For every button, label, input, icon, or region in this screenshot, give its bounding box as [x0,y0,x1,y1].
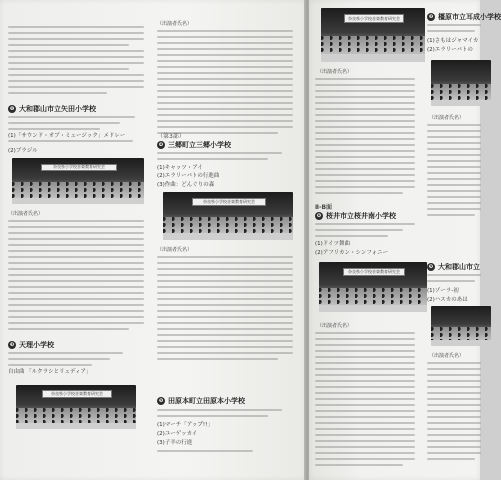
program-item: (1)マーチ「アップ!!」 [157,422,213,428]
performance-photo [431,306,491,346]
school-title: 三郷町立三郷小学校 [168,141,231,149]
performance-photo [12,158,144,204]
performance-photo [163,192,293,240]
number-badge: ❺ [158,398,164,404]
number-badge: ❻ [316,213,322,219]
program-item: (1)「サウンド・オブ・ミュージック」メドレー [8,133,126,139]
photo-caption: （出演者氏名） [8,211,44,217]
performer-names [315,78,419,194]
performance-photo [431,60,491,106]
program-item: (1)さもはジャマイカ [427,38,479,44]
arranger-line [157,450,257,452]
school-heading-miminashi [427,12,501,22]
performer-names [8,220,150,330]
performance-photo [321,8,425,62]
school-heading-sakurai [315,211,396,221]
teacher-list [157,152,287,160]
photo-caption: （出演者氏名） [157,247,193,253]
right-page [309,0,501,480]
performer-names [157,30,299,134]
performance-photo [16,385,136,429]
school-heading-tenri [8,340,54,350]
school-title: 天理小学校 [19,341,54,349]
program-item: (2)ユーゲッカイ [157,431,198,437]
teacher-list [427,24,483,32]
school-title: 桜井市立桜井南小学校 [326,212,396,220]
program-item: (2)ブラジル [8,148,38,154]
teacher-list [157,409,287,417]
school-title: 大和郡山市立矢田小学校 [19,105,96,113]
stage-banner: 奈良県小学校音楽教育研究会 [192,198,267,206]
school-heading-sango [157,140,231,150]
performer-names [157,256,299,360]
school-heading-koriyama [427,262,480,272]
school-heading-tawaramoto [157,396,245,406]
teacher-list [315,223,419,237]
program-item: 自由曲 「ルクラシとリュディア」 [8,369,92,375]
photo-caption: （出演者氏名） [317,69,353,75]
school-heading-yata [8,104,96,114]
performer-names [427,362,483,460]
program-item: (3)作曲：どんぐりの森 [157,182,215,188]
name-list [8,26,150,94]
program-item: (2)エラリーバトの [427,47,473,53]
stage-banner: 奈良県小学校音楽教育研究会 [41,164,117,172]
program-item: (2)エラリーバトの行進曲 [157,173,220,179]
program-item: (1)キャッツ・アイ [157,165,203,171]
school-title: 大和郡山市立 [438,263,480,271]
photo-caption: （出演者氏名） [429,115,465,121]
program-item: (2)ハスカのあは [427,297,468,303]
section-label: Ⅱ-B面 [315,204,333,211]
school-title: 田原本町立田原本小学校 [168,397,245,405]
performer-names [427,124,483,216]
program-item: (1)ドイツ舞曲 [315,241,351,247]
teacher-list [8,116,140,130]
photo-caption: （出演者氏名） [317,323,353,329]
number-badge: ❾ [428,264,434,270]
stage-banner: 奈良県小学校音楽教育研究会 [343,268,405,276]
stage-banner: 奈良県小学校音楽教育研究会 [344,14,404,22]
number-badge: ❷ [428,14,434,20]
photo-caption: （出演者氏名） [429,353,465,359]
performer-names [315,332,419,466]
program-item: (2)アフリカン・シンフォニー [315,250,389,256]
arranger-line [8,140,138,142]
photo-caption: （出演者氏名） [157,21,193,27]
program-item: (3)子羊の行進 [157,440,193,446]
stage-banner: 奈良県小学校音楽教育研究会 [42,390,111,397]
teacher-list [427,274,483,282]
program-item: (1)ゾーラ-初 [427,288,459,294]
teacher-list [8,352,128,366]
number-badge: ❸ [9,342,15,348]
number-badge: ❶ [9,106,15,112]
performance-photo [319,262,427,312]
number-badge: ❹ [158,142,164,148]
school-title: 橿原市立耳成小学校 [438,13,501,21]
section-label: （第3部） [157,133,185,140]
